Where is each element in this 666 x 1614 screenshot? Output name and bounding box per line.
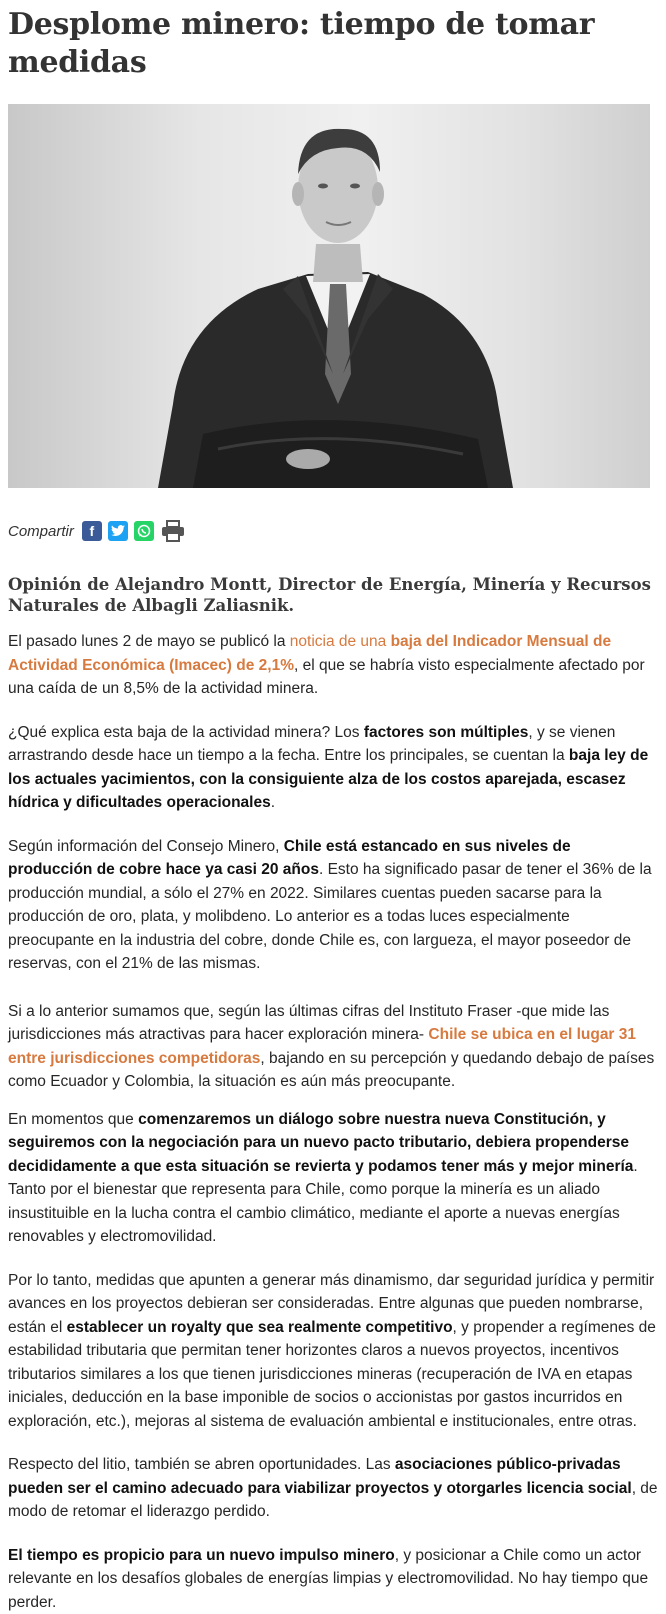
article (0, 6, 666, 1614)
paragraph-2: ¿Qué explica esta baja de la actividad minera? Los factores son múltiples, y se vienen arrastrando desde hace un tiempo a la fecha. Entre los principales, se cuentan la baja ley de los actuales yacimientos, con la consiguiente alza de los costos aparejada, escasez hídrica y dificultades operacionales. (8, 721, 658, 815)
article-lead: Opinión de Alejandro Montt, Director de Energía, Minería y Recursos Naturales de Albagli Zaliasnik. (8, 574, 658, 616)
paragraph-3: Según información del Consejo Minero, Chile está estancado en sus niveles de producción de cobre hace ya casi 20 años. Esto ha significado pasar de tener el 36% de la producción mundial, a sólo el 27% en 2022. Similares cuentas pueden sacarse para la producción de oro, plata, y molibdeno. Lo anterior es a todas luces especialmente preocupante en la industria del cobre, donde Chile es, con largueza, el mayor poseedor de reservas, con el 21% de las mismas. (8, 835, 658, 976)
twitter-icon[interactable] (108, 521, 128, 541)
print-icon[interactable] (160, 521, 186, 541)
fraser-ranking-link[interactable]: Chile se ubica en el lugar 31 entre jurisdicciones competidoras (8, 1026, 636, 1067)
paragraph-7: Respecto del litio, también se abren oportunidades. Las asociaciones público-privadas pueden ser el camino adecuado para viabilizar proyectos y otorgarles licencia social, de modo de retomar el liderazgo perdido. (8, 1453, 658, 1524)
share-bar (8, 518, 658, 544)
facebook-icon[interactable]: f (82, 521, 102, 541)
paragraph-5: En momentos que comenzaremos un diálogo sobre nuestra nueva Constitución, y seguiremos con la negociación para un nuevo pacto tributario, debiera propenderse decididamente a que esta situación se revierta y podamos tener más y mejor minería. Tanto por el bienestar que representa para Chile, como porque la minería es un aliado insustituible en la lucha contra el cambio climático, mediante el aporte a nuevas energías renovables y electromovilidad. (8, 1108, 658, 1249)
imacec-news-link[interactable]: noticia de una baja del Indicador Mensual de Actividad Económica (Imacec) de 2,1% (8, 633, 611, 674)
whatsapp-icon[interactable] (134, 521, 154, 541)
article-title: Desplome minero: tiempo de tomar medidas (8, 6, 658, 82)
paragraph-1: El pasado lunes 2 de mayo se publicó la noticia de una baja del Indicador Mensual de Actividad Económica (Imacec) de 2,1%, el que se habría visto especialmente afectado por una caída de un 8,5% de la actividad minera. (8, 630, 658, 701)
paragraph-8: El tiempo es propicio para un nuevo impulso minero, y posicionar a Chile como un actor relevante en los desafíos globales de energías limpias y electromovilidad. No hay tiempo que perder. (8, 1544, 658, 1614)
paragraph-6: Por lo tanto, medidas que apunten a generar más dinamismo, dar seguridad jurídica y permitir avances en los proyectos debieran ser consideradas. Entre algunas que pueden nombrarse, están el establecer un royalty que sea realmente competitivo, y propender a regímenes de estabilidad tributaria que permitan tener horizontes claros a nuevos proyectos, incentivos tributarios similares a los que tienen jurisdicciones mineras (recuperación de IVA en etapas iniciales, deducción en la base imponible de socios o accionistas por gastos incurridos en exploración, etc.), mejoras al sistema de evaluación ambiental e institucionales, entre otras. (8, 1269, 658, 1434)
author-photo (8, 104, 650, 488)
share-label: Compartir (8, 523, 74, 540)
paragraph-4: Si a lo anterior sumamos que, según las últimas cifras del Instituto Fraser -que mide las jurisdicciones más atractivas para hacer exploración minera- Chile se ubica en el lugar 31 entre jurisdicciones competidoras, bajando en su percepción y quedando debajo de países como Ecuador y Colombia, la situación es aún más preocupante. (8, 1000, 658, 1094)
